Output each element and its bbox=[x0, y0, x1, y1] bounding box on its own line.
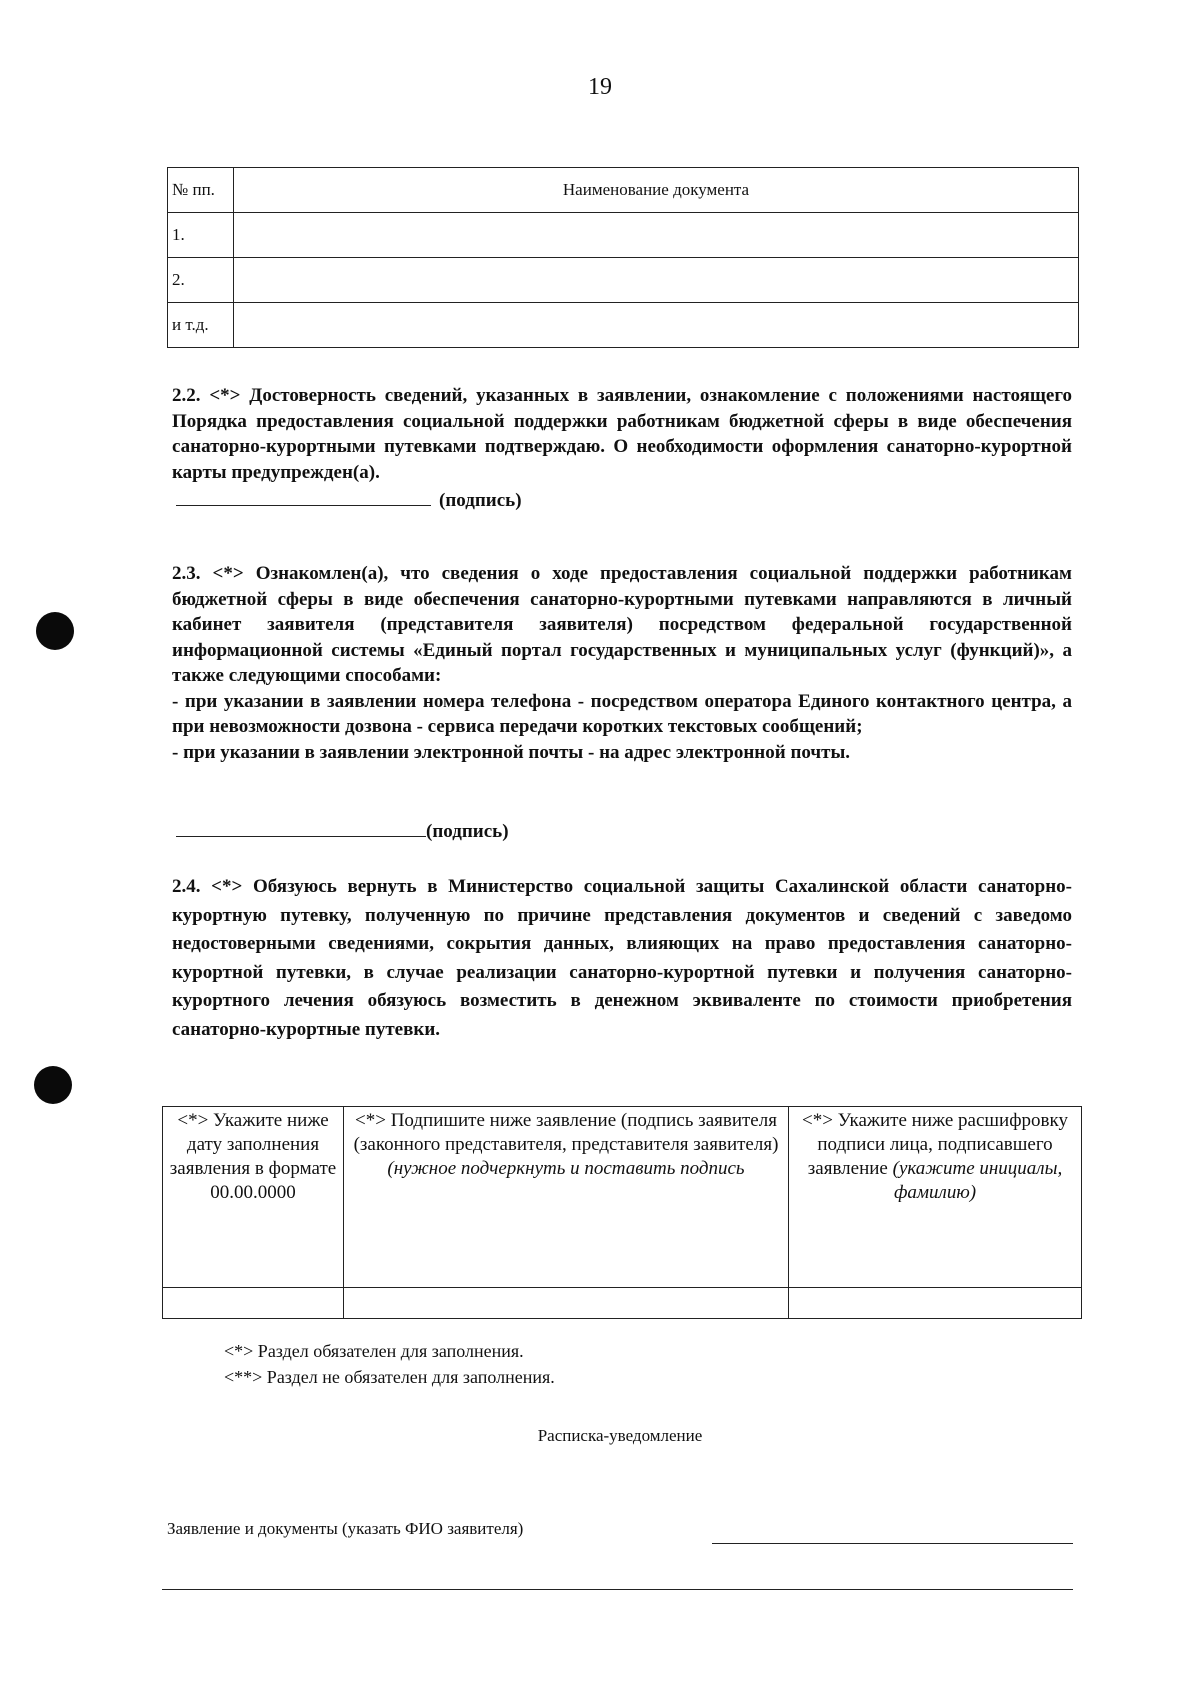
header-document-name: Наименование документа bbox=[234, 168, 1079, 213]
signature-instruction bbox=[344, 1107, 789, 1288]
page-number: 19 bbox=[588, 74, 612, 100]
signature-instruction-text: <*> Подпишите ниже заявление (подпись заявителя (законного представителя, представителя заявителя) bbox=[353, 1110, 779, 1155]
date-instruction: <*> Укажите ниже дату заполнения заявления в формате 00.00.0000 bbox=[163, 1107, 344, 1288]
signature-label: (подпись) bbox=[439, 490, 522, 511]
signature-line[interactable] bbox=[176, 487, 431, 506]
name-instruction-text: <*> Укажите ниже расшифровку подписи лица, подписавшего заявление bbox=[802, 1110, 1068, 1179]
section-2-2-text: 2.2. <*> Достоверность сведений, указанных в заявлении, ознакомление с положениями настоящего Порядка предоставления социальной поддержки работникам бюджетной сферы в виде обеспечения санаторно-курортными путевками подтверждаю. О необходимости оформления санаторно-курортной карты предупрежден(а). bbox=[172, 385, 1072, 483]
name-field[interactable] bbox=[789, 1288, 1082, 1319]
signature-table-input-row bbox=[163, 1288, 1082, 1319]
date-field[interactable] bbox=[163, 1288, 344, 1319]
table-row bbox=[168, 258, 1079, 303]
section-2-3-item-email: - при указании в заявлении электронной почты - на адрес электронной почты. bbox=[172, 741, 851, 763]
section-2-3-text: 2.3. <*> Ознакомлен(а), что сведения о ходе предоставления социальной поддержки работникам бюджетной сферы в виде обеспечения санаторно-курортными путевками направляются в личный кабинет заявителя (представителя заявителя) посредством федеральной государственной информационной системы «Единый портал государственных и муниципальных услуг (функций)», а также следующими способами: bbox=[172, 563, 1072, 686]
name-instruction bbox=[789, 1107, 1082, 1288]
signature-field[interactable] bbox=[344, 1288, 789, 1319]
punch-hole-mark bbox=[36, 612, 74, 650]
punch-hole-mark bbox=[34, 1066, 72, 1104]
section-2-3-signature bbox=[176, 818, 509, 843]
applicant-name-line[interactable] bbox=[712, 1543, 1073, 1544]
receipt-divider-line bbox=[162, 1589, 1073, 1590]
row-number: и т.д. bbox=[168, 303, 234, 348]
section-2-4-text: 2.4. <*> Обязуюсь вернуть в Министерство социальной защиты Сахалинской области санаторно-курортную путевку, полученную по причине представления документов и сведений с заведомо недостоверными сведениями, сокрытия данных, влияющих на право предоставления санаторно-курортной путевки, в случае реализации санаторно-курортной путевки и получения санаторно-курортного лечения обязуюсь возместить в денежном эквиваленте по стоимости приобретения санаторно-курортные путевки. bbox=[172, 876, 1072, 1040]
signature-label: (подпись) bbox=[426, 821, 509, 842]
note-optional: <**> Раздел не обязателен для заполнения. bbox=[224, 1367, 555, 1387]
documents-table-header bbox=[168, 168, 1079, 213]
section-2-2-signature bbox=[176, 487, 522, 512]
note-required: <*> Раздел обязателен для заполнения. bbox=[224, 1341, 524, 1361]
row-number: 2. bbox=[168, 258, 234, 303]
section-2-3-item-phone: - при указании в заявлении номера телефона - посредством оператора Единого контактного центра, а при невозможности дозвона - сервиса передачи коротких текстовых сообщений; bbox=[172, 690, 1072, 737]
signature-table-header bbox=[163, 1107, 1082, 1288]
documents-table bbox=[167, 167, 1079, 348]
row-document-name[interactable] bbox=[234, 258, 1079, 303]
row-document-name[interactable] bbox=[234, 303, 1079, 348]
applicant-label: Заявление и документы (указать ФИО заявителя) bbox=[167, 1519, 524, 1538]
signature-instruction-italic: (нужное подчеркнуть и поставить подпись bbox=[387, 1158, 745, 1179]
table-row bbox=[168, 303, 1079, 348]
table-row bbox=[168, 213, 1079, 258]
receipt-title: Расписка-уведомление bbox=[537, 1426, 703, 1445]
header-number: № пп. bbox=[168, 168, 234, 213]
row-number: 1. bbox=[168, 213, 234, 258]
section-2-3 bbox=[172, 561, 1072, 765]
row-document-name[interactable] bbox=[234, 213, 1079, 258]
signature-line[interactable] bbox=[176, 818, 426, 837]
name-instruction-italic: (укажите инициалы, фамилию) bbox=[892, 1158, 1063, 1203]
signature-table bbox=[162, 1106, 1082, 1319]
